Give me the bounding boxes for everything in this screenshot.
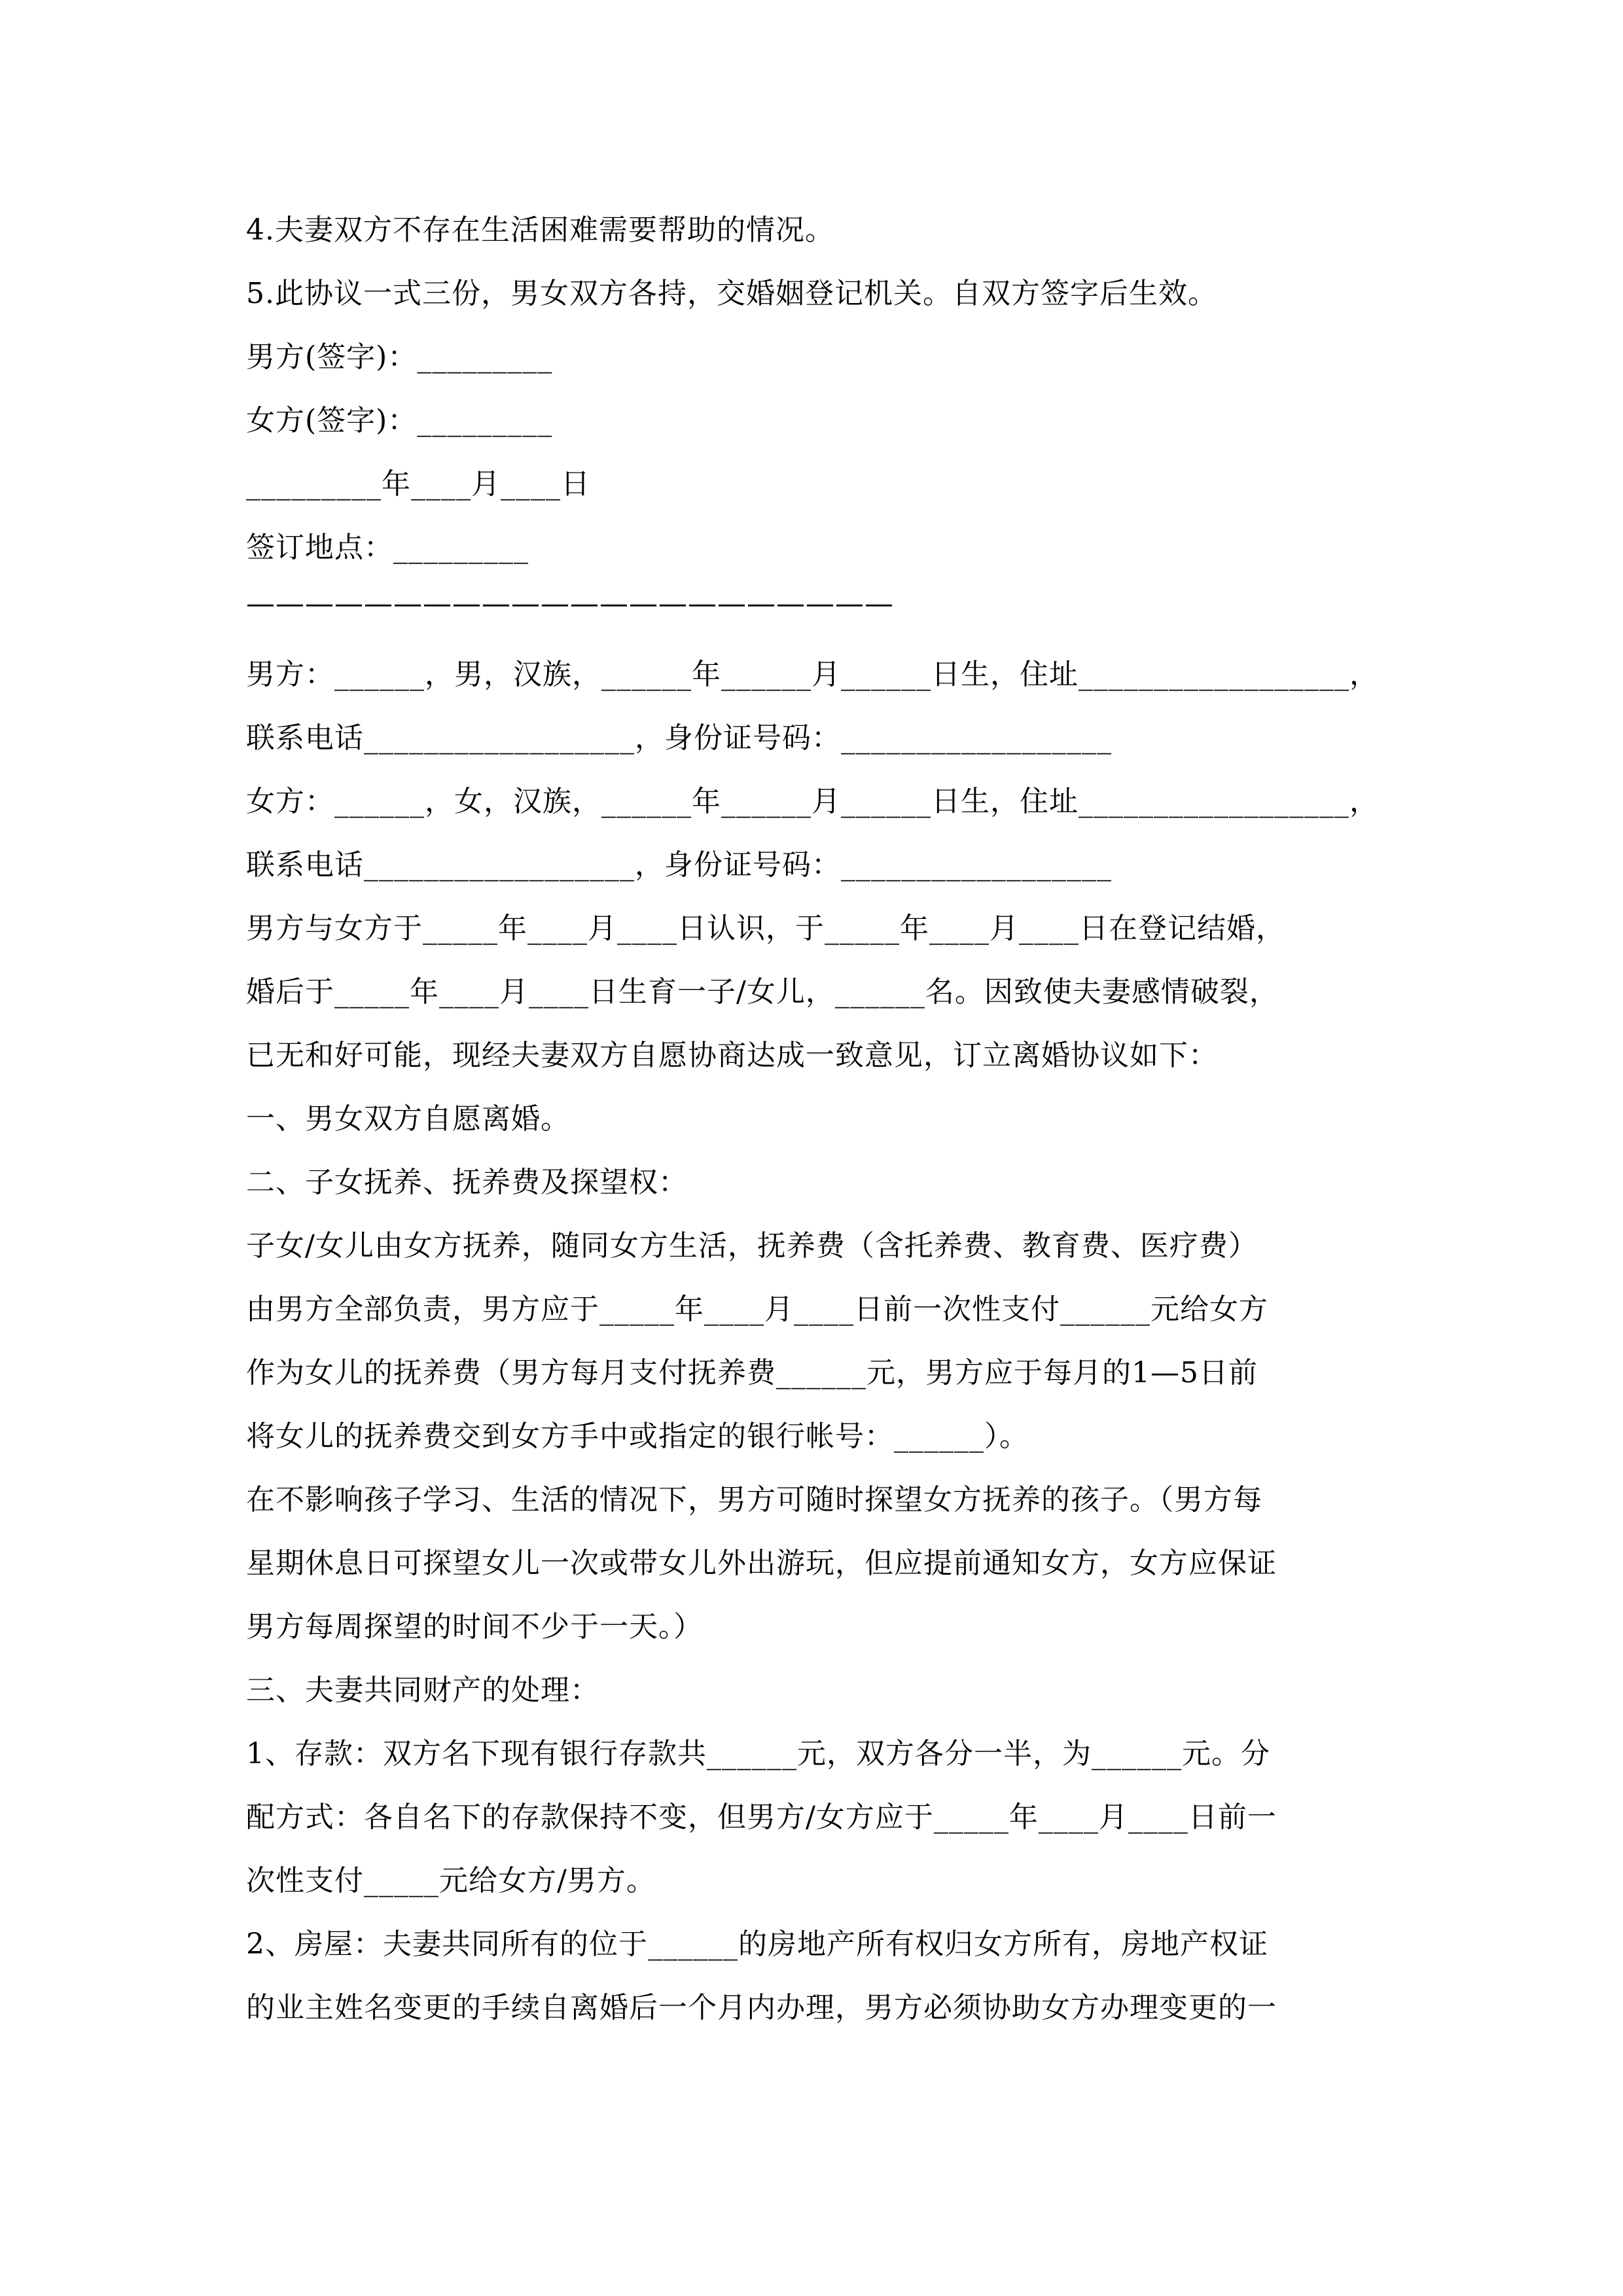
visitation-line-1: 在不影响孩子学习、生活的情况下，男方可随时探望女方抚养的孩子。（男方每 xyxy=(246,1483,1262,1516)
section-2-heading: 二、子女抚养、抚养费及探望权： xyxy=(246,1166,688,1199)
female-contact-line: 联系电话__________________，身份证号码：__________________ xyxy=(246,848,1112,882)
custody-line-1: 子女/女儿由女方抚养，随同女方生活，抚养费（含托养费、教育费、医疗费） xyxy=(246,1229,1258,1263)
marriage-history-line-3: 已无和好可能，现经夫妻双方自愿协商达成一致意见，订立离婚协议如下： xyxy=(246,1039,1218,1072)
clause-4-line: 4.夫妻双方不存在生活困难需要帮助的情况。 xyxy=(246,213,834,247)
visitation-line-3: 男方每周探望的时间不少于一天。） xyxy=(246,1610,703,1643)
marriage-history-line-1: 男方与女方于_____年____月____日认识，于_____年____月____日在登记结婚， xyxy=(246,912,1285,945)
custody-line-4: 将女儿的抚养费交到女方手中或指定的银行帐号：______）。 xyxy=(246,1420,1029,1453)
deposit-line-1: 1、存款：双方名下现有银行存款共______元，双方各分一半，为______元。分 xyxy=(246,1737,1270,1770)
female-signature-line: 女方(签字)：_________ xyxy=(246,404,553,437)
date-line: _________年____月____日 xyxy=(246,467,590,501)
male-contact-line: 联系电话__________________，身份证号码：__________________ xyxy=(246,721,1112,755)
male-signature-line: 男方(签字)：_________ xyxy=(246,340,553,374)
separator-line: —————————————————————— xyxy=(246,587,894,620)
custody-line-2: 由男方全部负责，男方应于_____年____月____日前一次性支付______元给女方 xyxy=(246,1293,1268,1326)
custody-line-3: 作为女儿的抚养费（男方每月支付抚养费______元，男方应于每月的1—5日前 xyxy=(246,1356,1258,1390)
section-3-heading: 三、夫妻共同财产的处理： xyxy=(246,1674,599,1707)
visitation-line-2: 星期休息日可探望女儿一次或带女儿外出游玩，但应提前通知女方，女方应保证 xyxy=(246,1547,1277,1580)
deposit-line-3: 次性支付_____元给女方/男方。 xyxy=(246,1864,656,1897)
deposit-line-2: 配方式：各自名下的存款保持不变，但男方/女方应于_____年____月____日前一 xyxy=(246,1801,1277,1834)
male-info-line: 男方：______，男，汉族，______年______月______日生，住址__________________， xyxy=(246,658,1379,691)
section-1-heading: 一、男女双方自愿离婚。 xyxy=(246,1102,570,1136)
female-info-line: 女方：______，女，汉族，______年______月______日生，住址__________________， xyxy=(246,785,1379,818)
clause-5-line: 5.此协议一式三份，男女双方各持，交婚姻登记机关。自双方签字后生效。 xyxy=(246,277,1217,310)
house-line-1: 2、房屋：夫妻共同所有的位于______的房地产所有权归女方所有，房地产权证 xyxy=(246,1928,1268,1961)
marriage-history-line-2: 婚后于_____年____月____日生育一子/女儿，______名。因致使夫妻感情破裂， xyxy=(246,975,1279,1009)
house-line-2: 的业主姓名变更的手续自离婚后一个月内办理，男方必须协助女方办理变更的一 xyxy=(246,1991,1277,2024)
signing-location-line: 签订地点：_________ xyxy=(246,531,529,564)
